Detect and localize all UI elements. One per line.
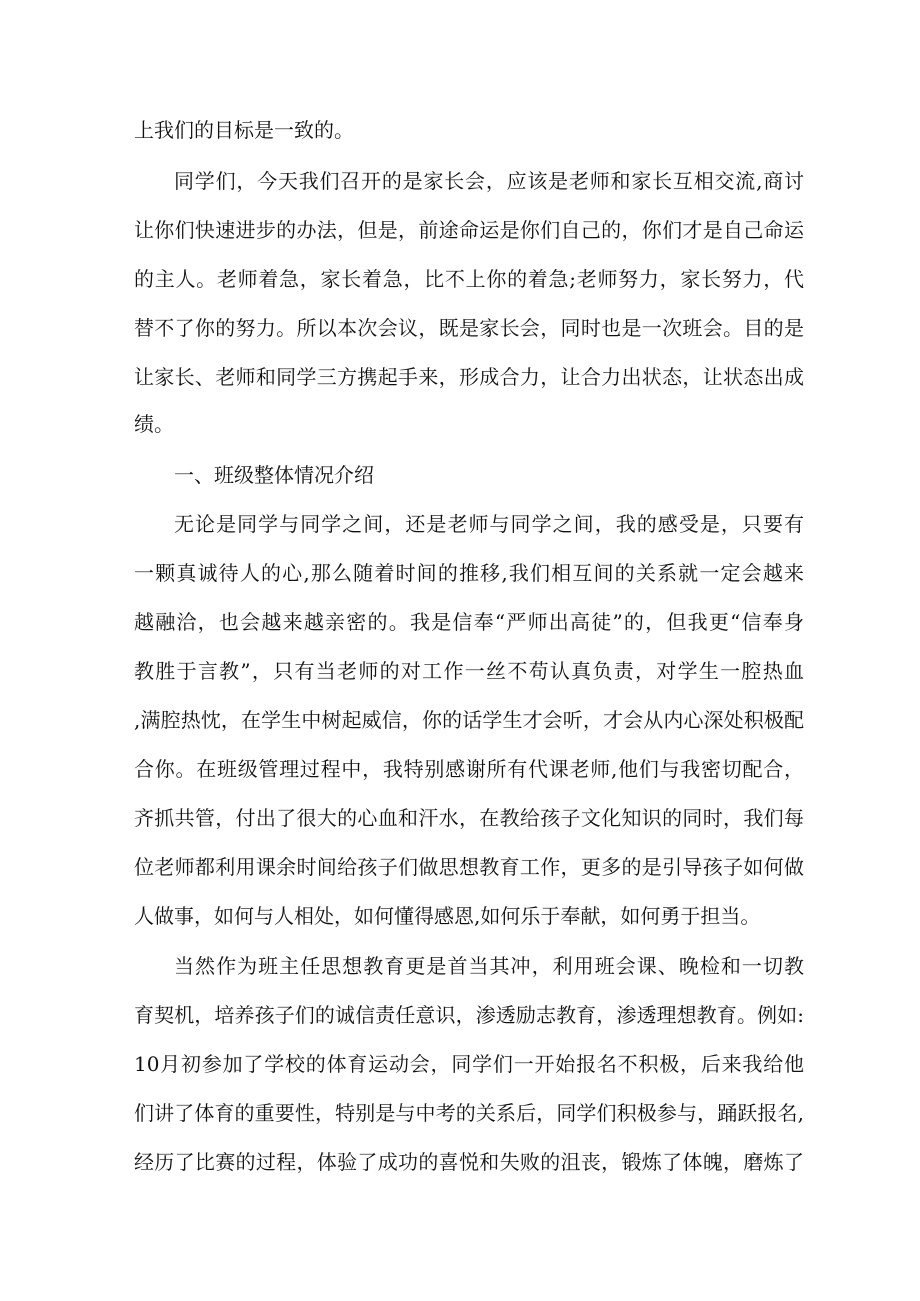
section-heading: 一、班级整体情况介绍: [174, 463, 374, 487]
text-line: 齐抓共管，付出了很大的心血和汗水，在教给孩子文化知识的同时，我们每: [134, 806, 804, 830]
text-line: 人做事，如何与人相处，如何懂得感恩,如何乐于奉献，如何勇于担当。: [134, 904, 761, 928]
paragraph-first-line: 无论是同学与同学之间，还是老师与同学之间，我的感受是，只要有: [174, 512, 804, 536]
text-line: 的主人。老师着急，家长着急，比不上你的着急;老师努力，家长努力，代: [134, 267, 804, 291]
text-line: 上我们的目标是一致的。: [134, 118, 354, 142]
text-line: 育契机，培养孩子们的诚信责任意识，渗透励志教育，渗透理想教育。例如:: [134, 1003, 804, 1027]
text-line: 让家长、老师和同学三方携起手来，形成合力，让合力出状态，让状态出成: [134, 365, 804, 389]
text-line: 教胜于言教”，只有当老师的对工作一丝不苟认真负责，对学生一腔热血: [134, 659, 804, 683]
text-line: 经历了比赛的过程，体验了成功的喜悦和失败的沮丧，锻炼了体魄，磨炼了: [134, 1150, 804, 1174]
text-line: 10月初参加了学校的体育运动会，同学们一开始报名不积极，后来我给他: [134, 1052, 804, 1076]
text-line: 合你。在班级管理过程中，我特别感谢所有代课老师,他们与我密切配合，: [134, 757, 804, 781]
text-line: 让你们快速进步的办法，但是，前途命运是你们自己的，你们才是自己命运: [134, 218, 804, 242]
paragraph-first-line: 同学们，今天我们召开的是家长会，应该是老师和家长互相交流,商讨: [174, 169, 804, 193]
text-line: 绩。: [134, 412, 174, 436]
text-line: 位老师都利用课余时间给孩子们做思想教育工作，更多的是引导孩子如何做: [134, 855, 804, 879]
text-line: 替不了你的努力。所以本次会议，既是家长会，同时也是一次班会。目的是: [134, 316, 804, 340]
text-line: ,满腔热忱，在学生中树起威信，你的话学生才会听，才会从内心深处积极配: [134, 708, 804, 732]
paragraph-first-line: 当然作为班主任思想教育更是首当其冲，利用班会课、晚检和一切教: [174, 954, 804, 978]
text-line: 一颗真诚待人的心,那么随着时间的推移,我们相互间的关系就一定会越来: [134, 561, 804, 585]
text-line: 越融洽，也会越来越亲密的。我是信奉“严师出高徒”的，但我更“信奉身: [134, 610, 804, 634]
text-line: 们讲了体育的重要性，特别是与中考的关系后，同学们积极参与，踊跃报名,: [134, 1101, 804, 1125]
